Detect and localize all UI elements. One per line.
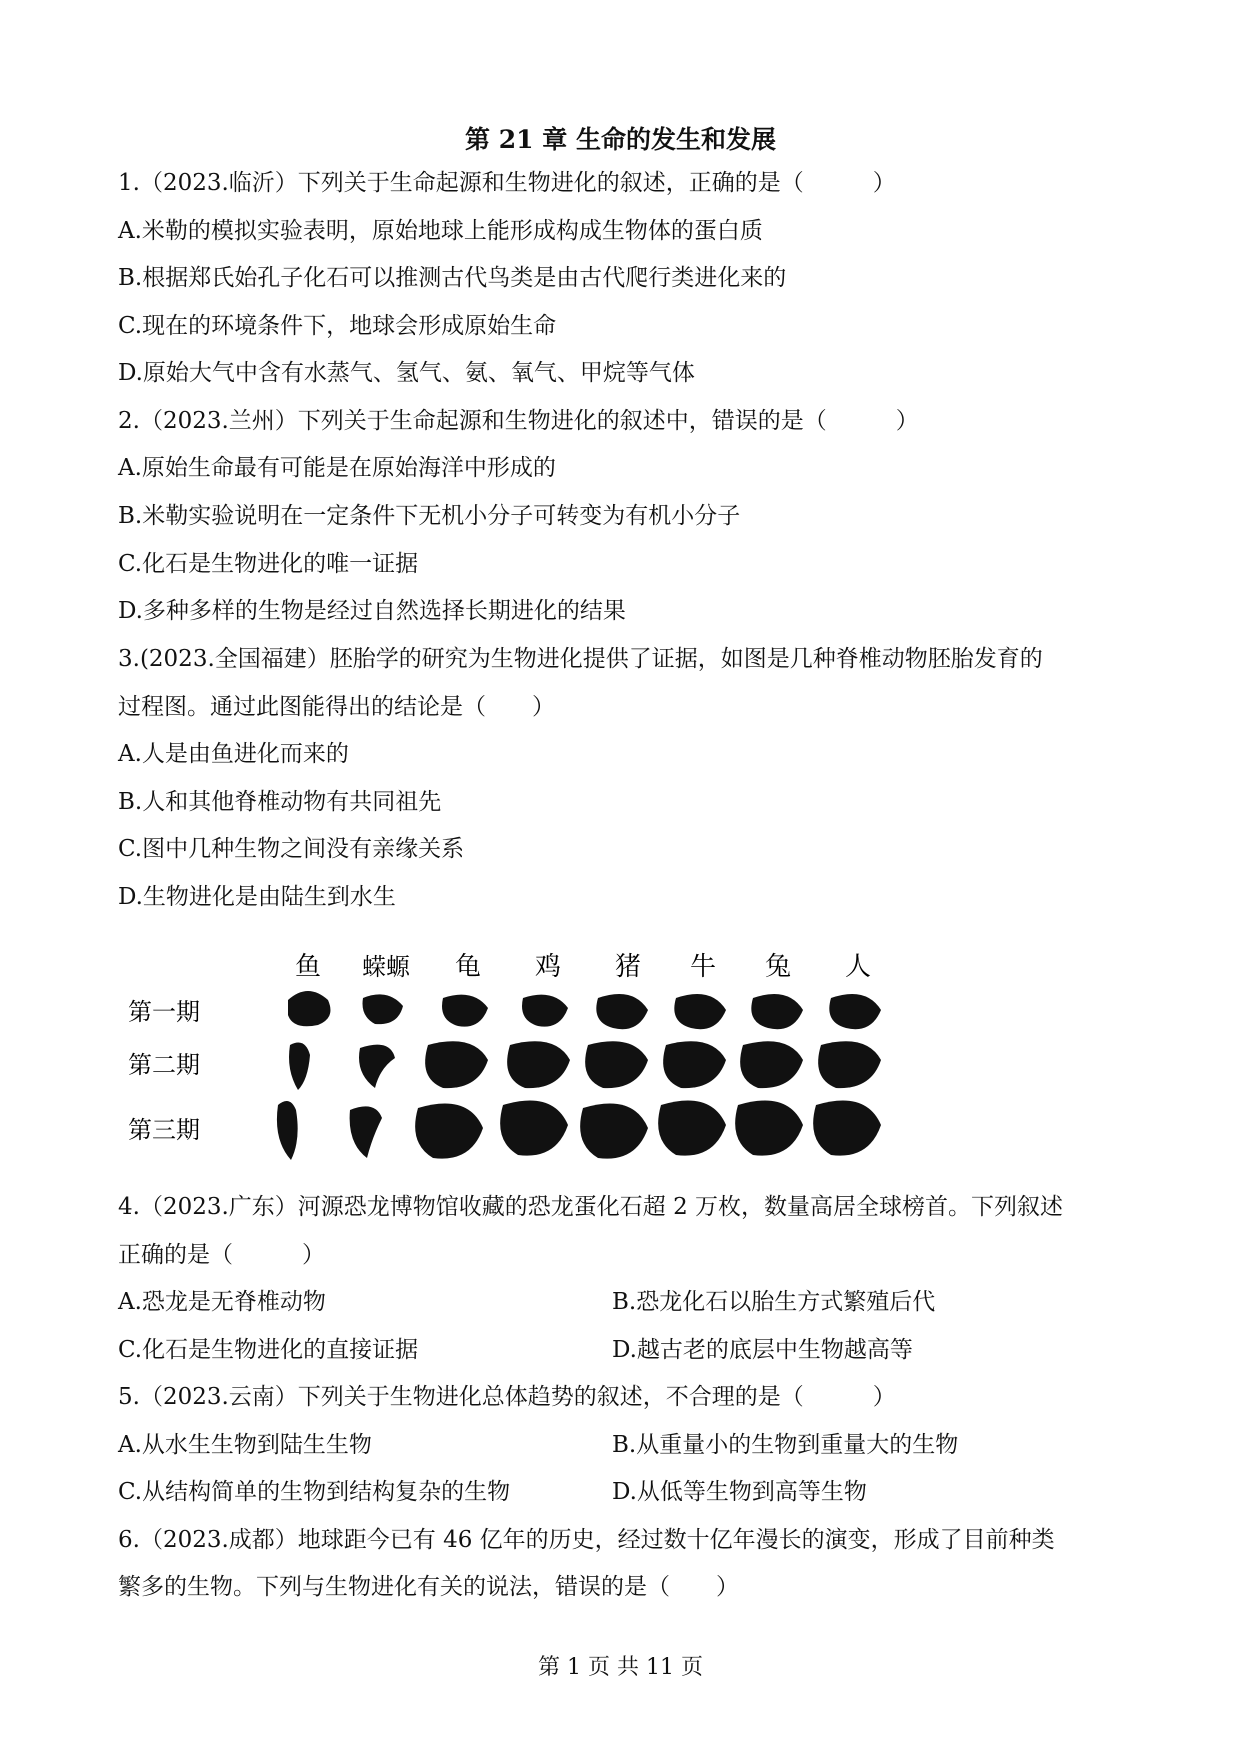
q5-option-c: C.从结构简单的生物到结构复杂的生物 [118,1479,511,1505]
q2-option-b: B.米勒实验说明在一定条件下无机小分子可转变为有机小分子 [118,503,741,529]
q3-option-b: B.人和其他脊椎动物有共同祖先 [118,789,442,815]
q3-stem-line1: 3.(2023.全国福建）胚胎学的研究为生物进化提供了证据，如图是几种脊椎动物胚胎发育的 [118,646,1043,672]
q2-option-c: C.化石是生物进化的唯一证据 [118,551,419,577]
q2-option-d: D.多种多样的生物是经过自然选择长期进化的结果 [118,598,626,624]
page-footer: 第 1 页 共 11 页 [538,1655,703,1680]
q5-option-a: A.从水生生物到陆生生物 [118,1432,372,1458]
q4-option-b: B.恐龙化石以胎生方式繁殖后代 [612,1289,936,1315]
animal-label: 牛 [689,952,717,982]
animal-label-salamander: 蝾螈 [362,953,410,981]
animal-label: 鸡 [534,952,562,982]
embryo-row-stage-1 [288,991,881,1029]
q4-stem-line1: 4.（2023.广东）河源恐龙博物馆收藏的恐龙蛋化石超 2 万枚，数量高居全球榜首。下列叙述 [118,1194,1064,1220]
q1-option-b: B.根据郑氏始孔子化石可以推测古代鸟类是由古代爬行类进化来的 [118,265,787,291]
stage-label: 第二期 [128,1051,200,1079]
page-title: 第 21 章 生命的发生和发展 [465,125,776,154]
q3-stem-line2: 过程图。通过此图能得出的结论是（ ） [118,694,555,720]
q1-stem: 1.（2023.临沂）下列关于生命起源和生物进化的叙述，正确的是（ ） [118,170,896,196]
embryo-row-stage-2 [289,1041,881,1090]
animal-label: 兔 [764,952,792,982]
q1-option-d: D.原始大气中含有水蒸气、氢气、氨、氧气、甲烷等气体 [118,360,695,386]
q1-option-a: A.米勒的模拟实验表明，原始地球上能形成构成生物体的蛋白质 [118,218,763,244]
q4-stem-line2: 正确的是（ ） [118,1242,325,1268]
animal-label: 人 [844,952,872,982]
q6-stem-line1: 6.（2023.成都）地球距今已有 46 亿年的历史，经过数十亿年漫长的演变，形成了目前种类 [118,1527,1055,1553]
q2-option-a: A.原始生命最有可能是在原始海洋中形成的 [118,455,556,481]
q6-stem-line2: 繁多的生物。下列与生物进化有关的说法，错误的是（ ） [118,1574,739,1600]
q4-option-d: D.越古老的底层中生物越高等 [612,1337,913,1363]
animal-label [362,953,411,981]
q1-option-c: C.现在的环境条件下，地球会形成原始生命 [118,313,557,339]
animal-label: 鱼 [294,952,322,982]
q5-option-d: D.从低等生物到高等生物 [612,1479,867,1505]
q3-option-a: A.人是由鱼进化而来的 [118,741,349,767]
q4-option-c: C.化石是生物进化的直接证据 [118,1337,419,1363]
q4-option-a: A.恐龙是无脊椎动物 [118,1289,326,1315]
q2-stem: 2.（2023.兰州）下列关于生命起源和生物进化的叙述中，错误的是（ ） [118,408,919,434]
q3-option-c: C.图中几种生物之间没有亲缘关系 [118,836,465,862]
animal-label: 龟 [454,952,482,982]
stage-label: 第三期 [128,1116,200,1144]
q5-stem: 5.（2023.云南）下列关于生物进化总体趋势的叙述，不合理的是（ ） [118,1384,896,1410]
q3-option-d: D.生物进化是由陆生到水生 [118,884,396,910]
q5-option-b: B.从重量小的生物到重量大的生物 [612,1432,959,1458]
embryo-development-figure [128,920,938,1170]
animal-label: 猪 [614,952,642,982]
stage-label: 第一期 [128,998,200,1026]
embryo-row-stage-3 [277,1101,881,1161]
